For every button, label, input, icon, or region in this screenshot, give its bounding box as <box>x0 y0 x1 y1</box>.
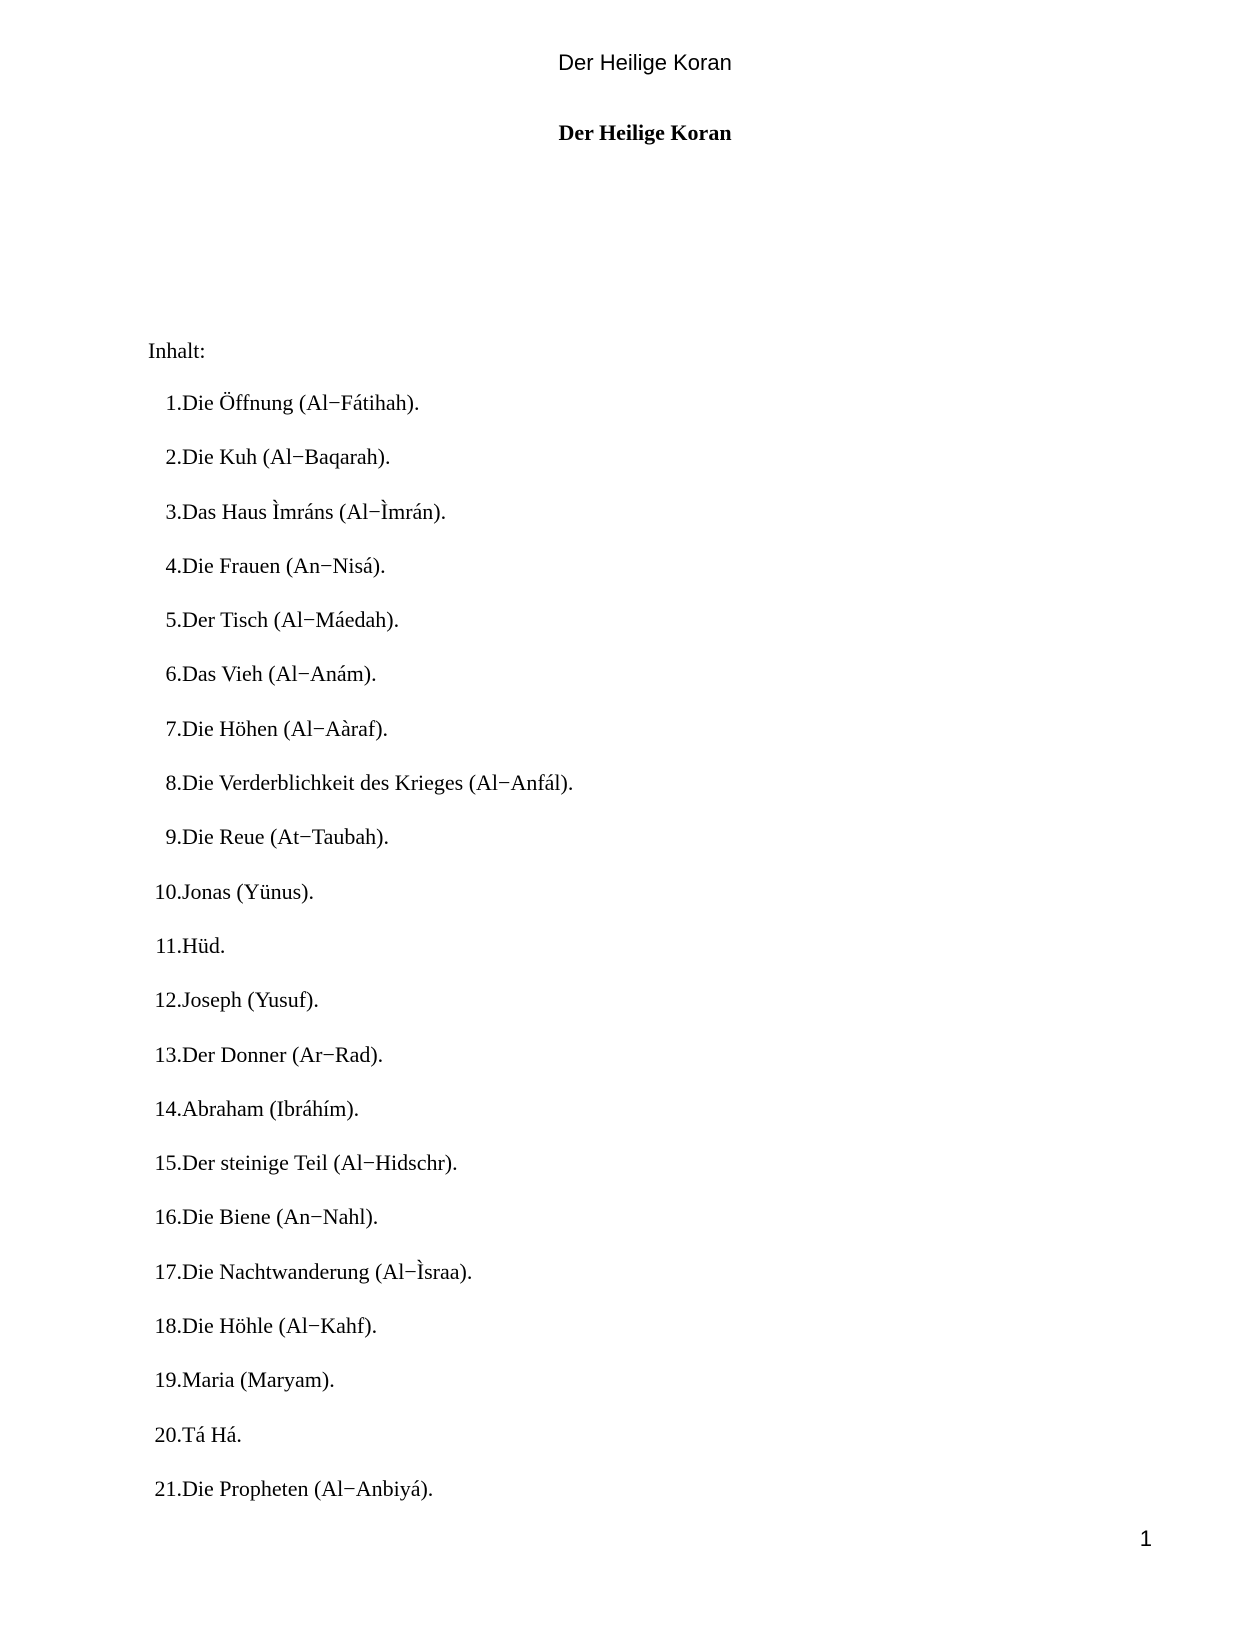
toc-item-title: Die Kuh (Al−Baqarah). <box>182 444 391 470</box>
toc-item-number: 21. <box>154 1475 182 1501</box>
toc-item-title: Die Nachtwanderung (Al−Ìsraa). <box>182 1258 473 1284</box>
toc-item-number: 13. <box>154 1041 182 1067</box>
toc-item <box>0 1150 1000 1204</box>
toc-item-title: Das Haus Ìmráns (Al−Ìmrán). <box>182 498 447 524</box>
page-number: 1 <box>1139 1526 1152 1551</box>
toc-item-title: Joseph (Yusuf). <box>182 987 319 1013</box>
toc-item <box>0 553 1000 607</box>
toc-item-number: 16. <box>154 1204 182 1230</box>
toc-item <box>0 1367 1000 1421</box>
toc-item <box>0 1476 1000 1530</box>
toc-item <box>0 933 1000 987</box>
toc-item-number: 3. <box>165 498 182 524</box>
contents-label: Inhalt: <box>148 338 206 363</box>
toc-item <box>0 824 1000 878</box>
toc-item-title: Die Höhle (Al−Kahf). <box>182 1313 378 1339</box>
toc-item-number: 1. <box>165 390 182 415</box>
toc-item-title: Die Reue (At−Taubah). <box>182 824 389 850</box>
toc-item <box>0 607 1000 661</box>
toc-item <box>0 1096 1000 1150</box>
toc-item <box>0 770 1000 824</box>
toc-item <box>0 661 1000 715</box>
toc-item <box>0 987 1000 1041</box>
toc-item-title: Hüd. <box>182 932 226 958</box>
toc-item-number: 9. <box>165 824 182 850</box>
toc-item <box>0 879 1000 933</box>
toc-item-title: Tá Há. <box>182 1421 242 1447</box>
toc-item-title: Der Tisch (Al−Máedah). <box>182 607 400 633</box>
toc-item-number: 7. <box>165 715 182 741</box>
toc-item-number: 19. <box>154 1367 182 1393</box>
toc-item-title: Abraham (Ibráhím). <box>182 1095 360 1121</box>
toc-item-title: Die Propheten (Al−Anbiyá). <box>182 1475 434 1501</box>
toc-item-number: 6. <box>165 661 182 687</box>
toc-item <box>0 1204 1000 1258</box>
table-of-contents <box>0 390 1000 1530</box>
toc-item-number: 14. <box>154 1095 182 1121</box>
toc-item-number: 12. <box>154 987 182 1013</box>
toc-item-number: 20. <box>154 1421 182 1447</box>
toc-item-number: 8. <box>165 770 182 796</box>
toc-item-number: 11. <box>155 932 182 958</box>
toc-item-number: 4. <box>165 552 182 578</box>
toc-item <box>0 1422 1000 1476</box>
toc-item-title: Maria (Maryam). <box>182 1367 335 1393</box>
toc-item-title: Der steinige Teil (Al−Hidschr). <box>182 1150 458 1176</box>
document-title: Der Heilige Koran <box>558 120 732 145</box>
toc-item-number: 17. <box>154 1258 182 1284</box>
toc-item <box>0 716 1000 770</box>
toc-item-title: Die Biene (An−Nahl). <box>182 1204 379 1230</box>
toc-item <box>0 1042 1000 1096</box>
toc-item <box>0 390 1000 444</box>
toc-item-number: 18. <box>154 1313 182 1339</box>
toc-item-title: Die Verderblichkeit des Krieges (Al−Anfál). <box>182 770 574 796</box>
toc-item <box>0 1313 1000 1367</box>
toc-item-number: 5. <box>165 607 182 633</box>
toc-item-number: 15. <box>154 1150 182 1176</box>
toc-item-title: Die Höhen (Al−Aàraf). <box>182 715 389 741</box>
toc-item-number: 10. <box>154 878 182 904</box>
toc-item <box>0 499 1000 553</box>
toc-item <box>0 1259 1000 1313</box>
toc-item-title: Das Vieh (Al−Anám). <box>182 661 377 687</box>
toc-item <box>0 444 1000 498</box>
toc-item-title: Jonas (Yünus). <box>182 878 314 904</box>
running-header: Der Heilige Koran <box>558 50 732 75</box>
toc-item-number: 2. <box>165 444 182 470</box>
toc-item-title: Die Frauen (An−Nisá). <box>182 552 386 578</box>
toc-item-title: Die Öffnung (Al−Fátihah). <box>182 390 420 415</box>
toc-item-title: Der Donner (Ar−Rad). <box>182 1041 384 1067</box>
